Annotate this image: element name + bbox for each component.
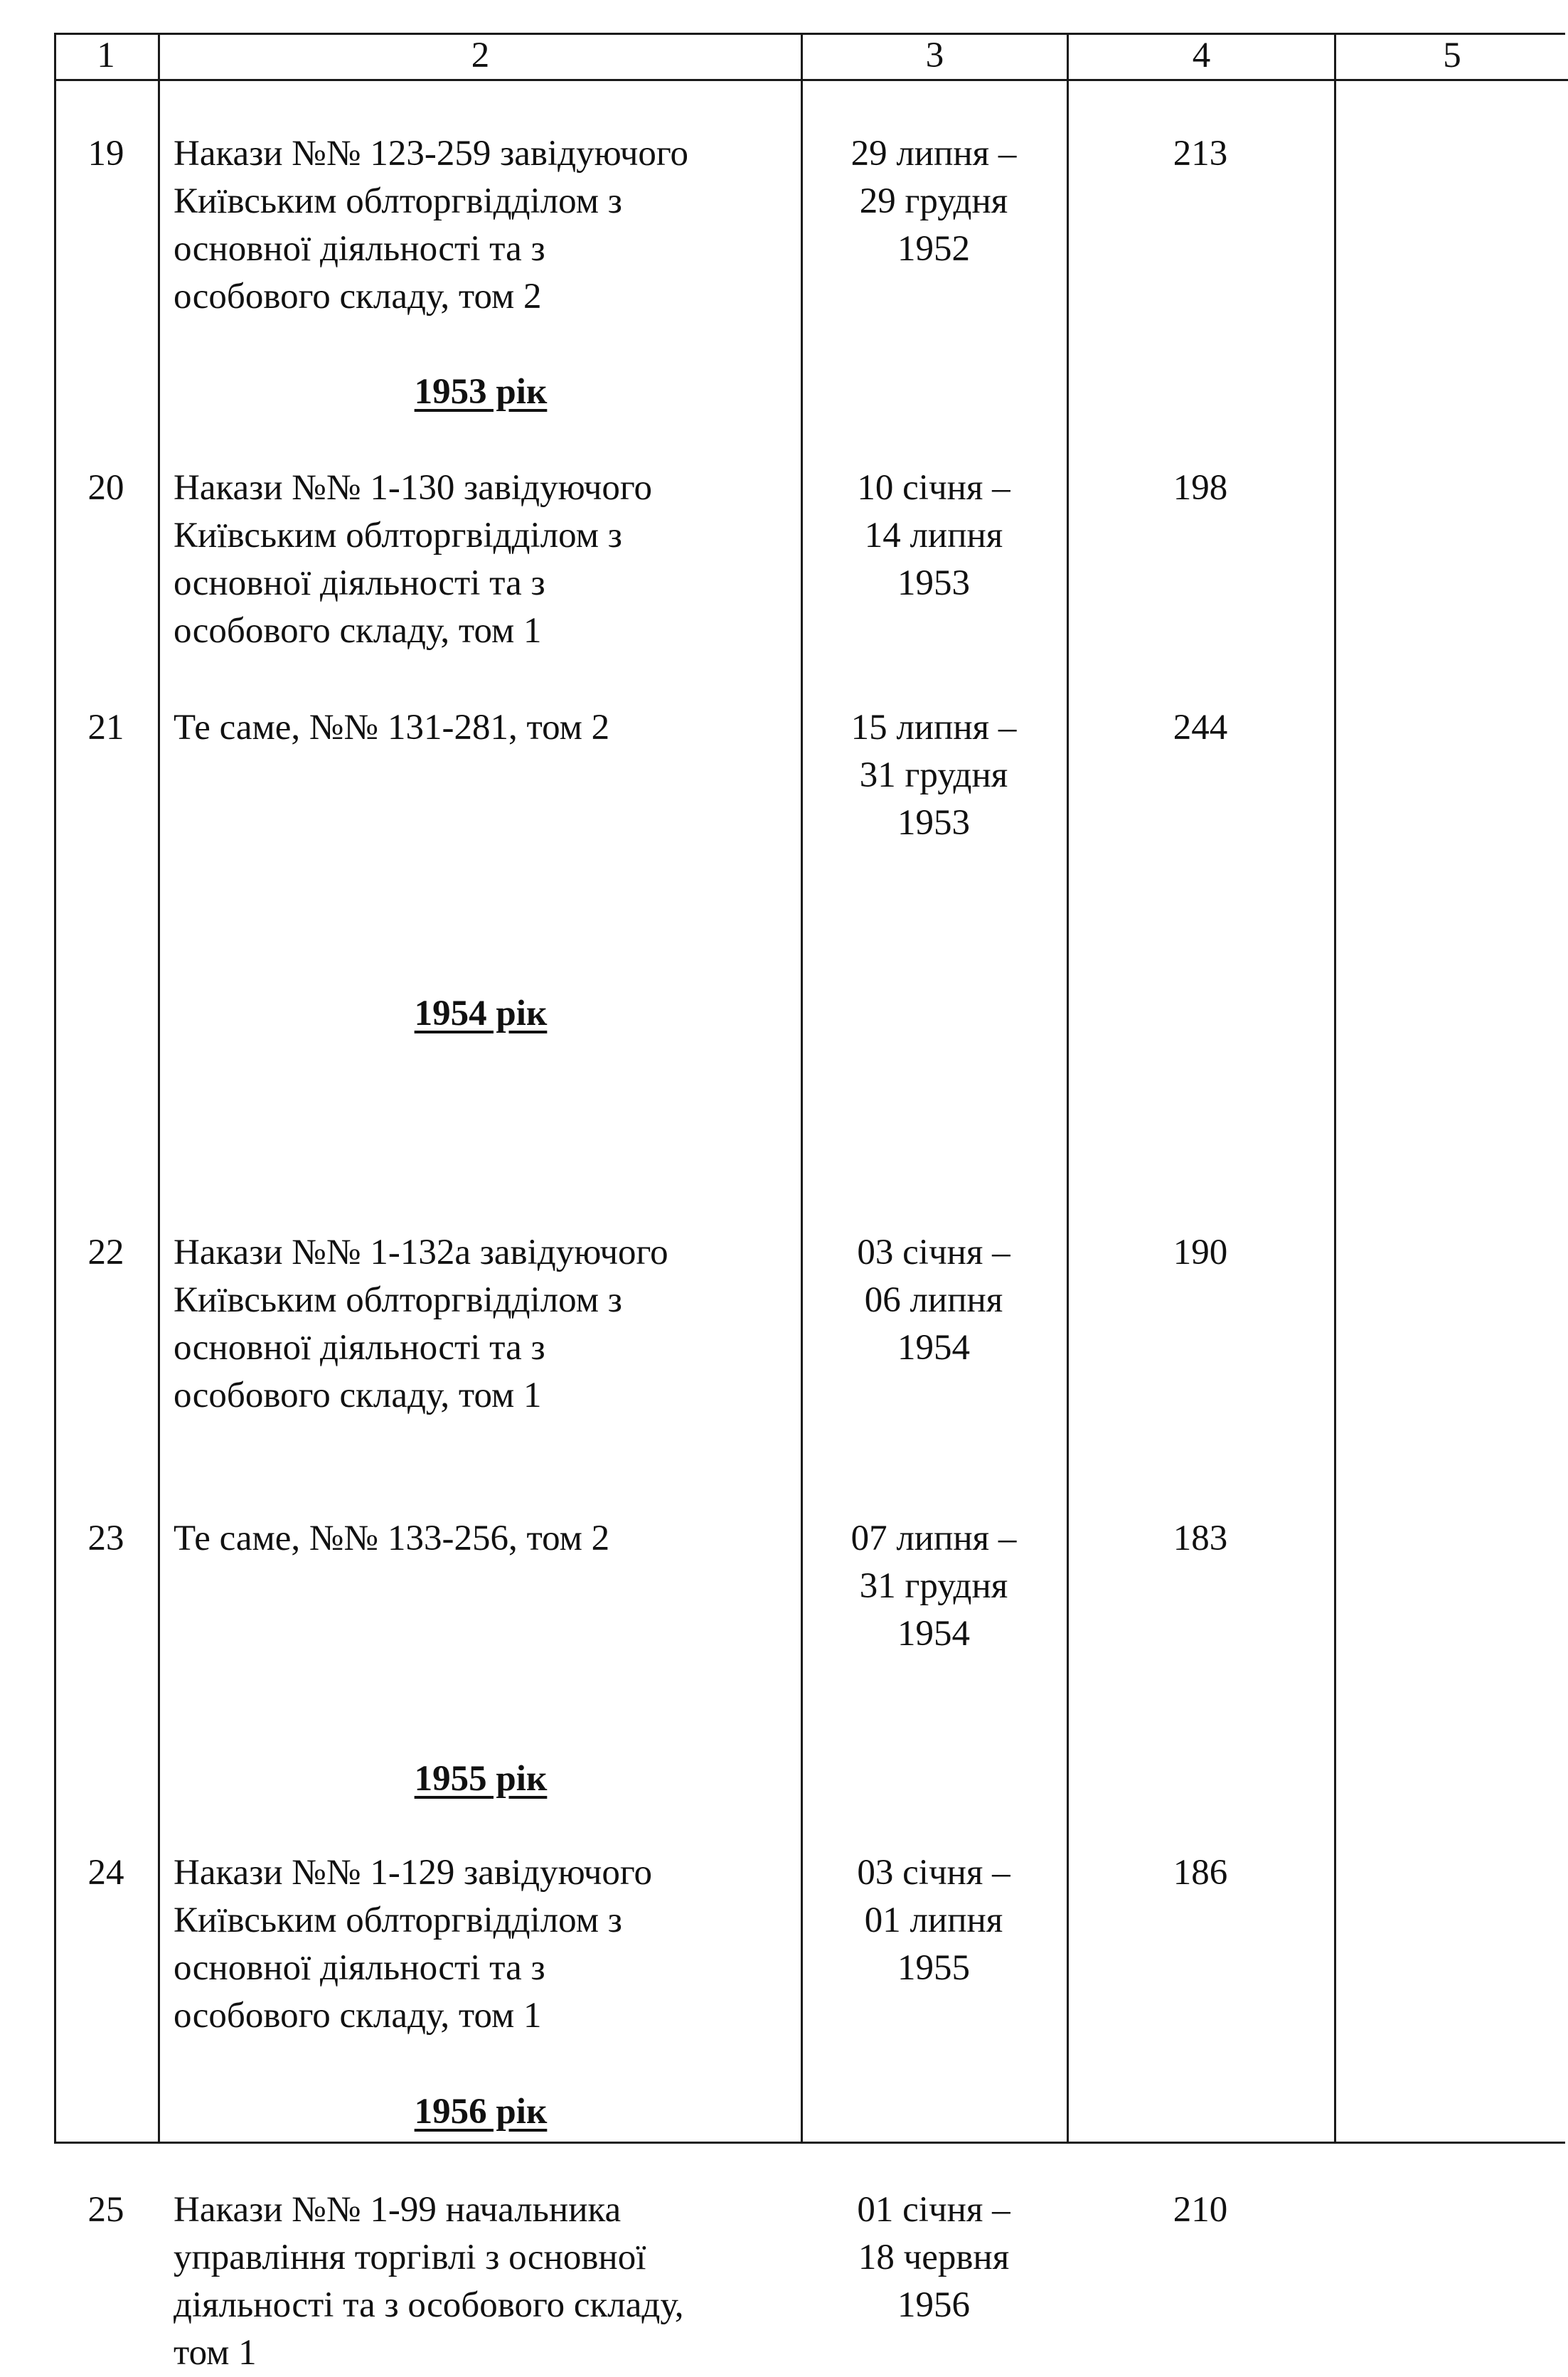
text-line: 29 липня – [850,134,1017,174]
text-line: Київським облторгвідділом з [174,181,622,221]
text-line: 10 січня – [857,468,1010,508]
text-line: 03 січня – [857,1233,1010,1272]
record-number: 25 [87,2190,124,2230]
text-line: 29 грудня [859,181,1008,221]
column-header-5: 5 [1443,36,1461,75]
record-pages: 186 [1173,1853,1228,1893]
column-header-2: 2 [471,36,490,75]
text-line: Те саме, №№ 133-256, том 2 [174,1519,610,1558]
record-pages: 244 [1173,708,1228,748]
record-dates [802,1849,1065,1992]
text-line: 1953 [897,803,970,843]
text-line: Накази №№ 1-129 завідуючого [174,1853,653,1893]
text-line: 31 грудня [859,1566,1008,1606]
record-number: 22 [87,1233,124,1272]
text-line: 18 червня [858,2238,1010,2277]
record-pages: 183 [1173,1519,1228,1558]
year-heading: 1955 рік [414,1759,548,1799]
text-line: 1954 [897,1328,970,1368]
text-line: управління торгівлі з основної [174,2238,646,2277]
column-divider [1067,33,1069,2144]
column-divider [1334,33,1336,2144]
column-header-3: 3 [925,36,944,75]
text-line: особового складу, том 1 [174,1376,542,1415]
text-line: 03 січня – [857,1853,1010,1893]
record-title [174,704,792,752]
text-line: особового складу, том 1 [174,611,542,651]
year-heading: 1954 рік [414,994,548,1033]
text-line: діяльності та з особового складу, [174,2285,684,2325]
table-frame [54,33,1565,2144]
column-header-1: 1 [97,36,115,75]
text-line: 01 липня [864,1900,1003,1940]
text-line: том 1 [174,2333,257,2373]
record-title [174,1229,792,1420]
text-line: Накази №№ 1-99 начальника [174,2190,622,2230]
record-pages: 213 [1173,134,1228,174]
text-line: Те саме, №№ 131-281, том 2 [174,708,610,748]
record-title [174,464,792,655]
record-dates [802,704,1065,847]
record-dates [802,2186,1065,2329]
text-line: 1953 [897,563,970,603]
text-line: 31 грудня [859,755,1008,795]
text-line: 1952 [897,229,970,269]
header-divider [54,79,1568,81]
record-number: 23 [87,1519,124,1558]
record-pages: 210 [1173,2190,1228,2230]
text-line: 07 липня – [850,1519,1017,1558]
text-line: Накази №№ 1-132а завідуючого [174,1233,668,1272]
record-number: 24 [87,1853,124,1893]
record-dates [802,130,1065,273]
column-header-4: 4 [1192,36,1211,75]
text-line: 1954 [897,1614,970,1654]
text-line: основної діяльності та з [174,229,545,269]
text-line: особового складу, том 1 [174,1996,542,2036]
text-line: 1955 [897,1948,970,1988]
text-line: Накази №№ 123-259 завідуючого [174,134,689,174]
record-dates [802,464,1065,607]
text-line: 15 липня – [850,708,1017,748]
text-line: основної діяльності та з [174,1948,545,1988]
record-number: 20 [87,468,124,508]
record-number: 21 [87,708,124,748]
record-number: 19 [87,134,124,174]
text-line: основної діяльності та з [174,563,545,603]
record-dates [802,1229,1065,1372]
text-line: особового складу, том 2 [174,277,542,317]
year-heading: 1956 рік [414,2092,548,2132]
text-line: Київським облторгвідділом з [174,516,622,555]
record-pages: 198 [1173,468,1228,508]
record-dates [802,1515,1065,1658]
record-title [174,1849,792,2040]
record-title [174,1515,792,1563]
text-line: 14 липня [864,516,1003,555]
text-line: Київським облторгвідділом з [174,1900,622,1940]
text-line: 1956 [897,2285,970,2325]
year-heading: 1953 рік [414,372,548,412]
column-divider [801,33,803,2144]
column-divider [158,33,160,2144]
text-line: 06 липня [864,1280,1003,1320]
record-title [174,130,792,321]
record-title [174,2186,792,2377]
record-pages: 190 [1173,1233,1228,1272]
text-line: основної діяльності та з [174,1328,545,1368]
text-line: Київським облторгвідділом з [174,1280,622,1320]
text-line: Накази №№ 1-130 завідуючого [174,468,653,508]
text-line: 01 січня – [857,2190,1010,2230]
